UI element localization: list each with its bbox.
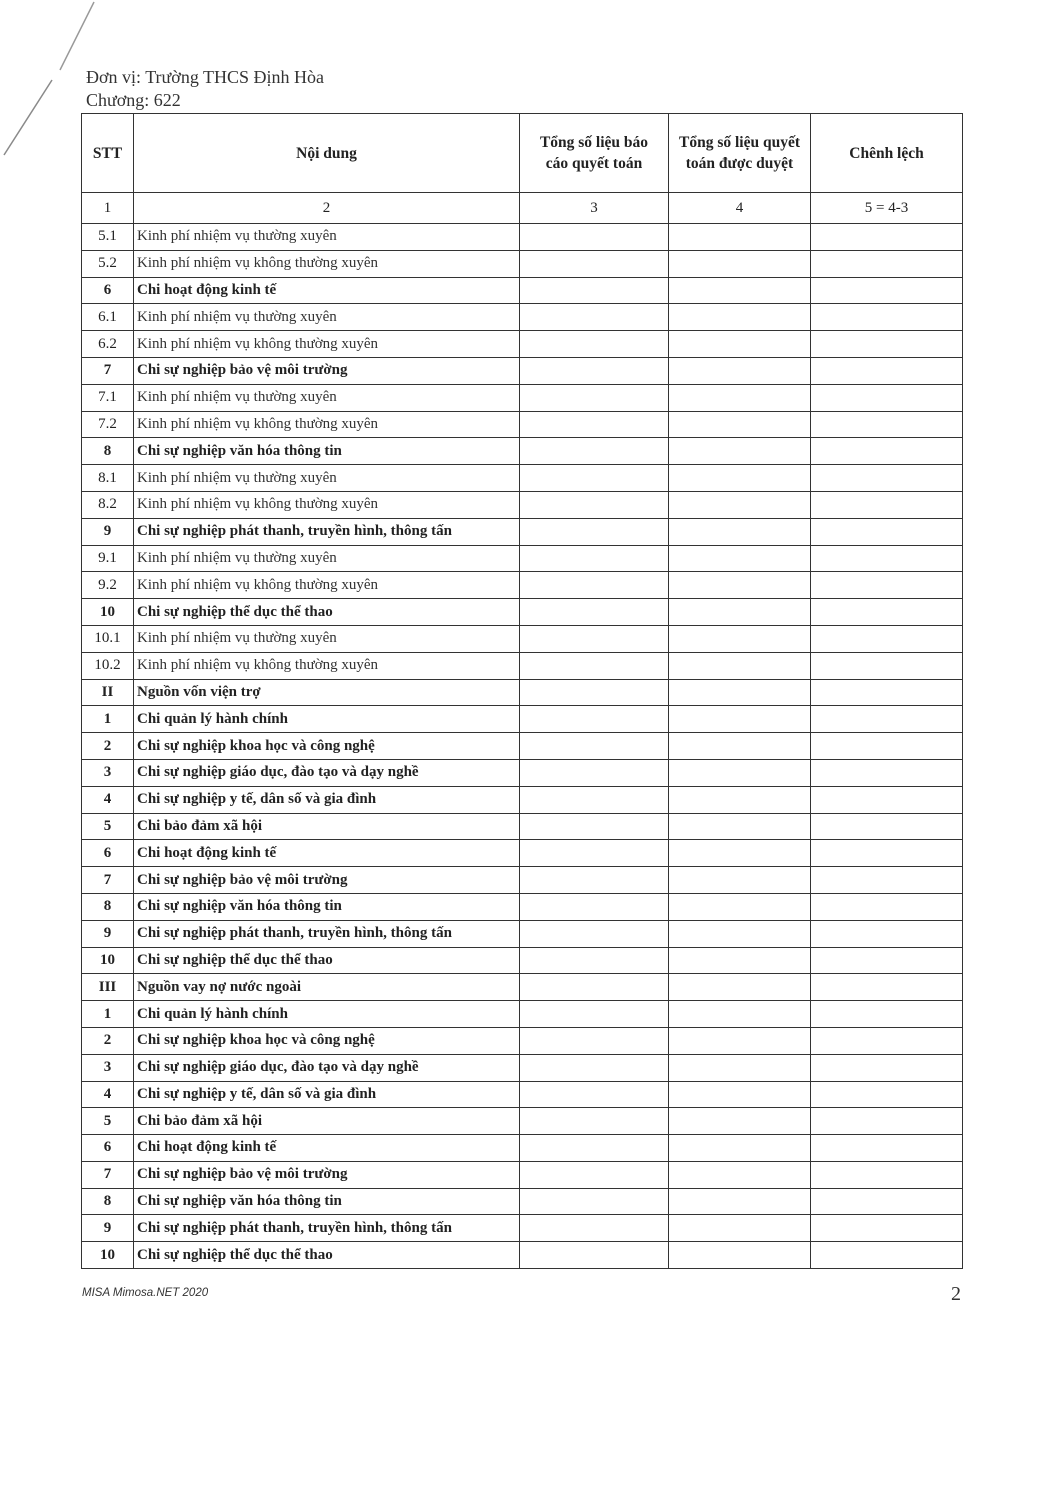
row-reported-value: [520, 1242, 669, 1269]
row-reported-value: [520, 1054, 669, 1081]
row-reported-value: [520, 518, 669, 545]
row-content: Chi sự nghiệp văn hóa thông tin: [134, 893, 520, 920]
row-reported-value: [520, 759, 669, 786]
table-row: [82, 384, 963, 411]
row-reported-value: [520, 1215, 669, 1242]
row-diff-value: [811, 491, 963, 518]
row-reported-value: [520, 599, 669, 626]
chapter-code: Chương: 622: [86, 90, 181, 110]
row-approved-value: [669, 625, 811, 652]
row-reported-value: [520, 974, 669, 1001]
row-approved-value: [669, 840, 811, 867]
row-approved-value: [669, 652, 811, 679]
row-content: Chi hoạt động kinh tế: [134, 1135, 520, 1162]
table-row: [82, 465, 963, 492]
row-approved-value: [669, 1027, 811, 1054]
row-approved-value: [669, 491, 811, 518]
table-row: [82, 625, 963, 652]
row-approved-value: [669, 1108, 811, 1135]
row-content: Chi sự nghiệp thể dục thể thao: [134, 947, 520, 974]
colnum-3: 3: [520, 193, 669, 224]
row-content: Chi sự nghiệp văn hóa thông tin: [134, 1188, 520, 1215]
table-row: [82, 679, 963, 706]
row-reported-value: [520, 1027, 669, 1054]
row-content: Kinh phí nhiệm vụ thường xuyên: [134, 465, 520, 492]
table-row: [82, 518, 963, 545]
row-diff-value: [811, 813, 963, 840]
row-approved-value: [669, 438, 811, 465]
row-content: Chi sự nghiệp y tế, dân số và gia đình: [134, 1081, 520, 1108]
row-diff-value: [811, 625, 963, 652]
colnum-2: 2: [134, 193, 520, 224]
row-content: Chi sự nghiệp khoa học và công nghệ: [134, 1027, 520, 1054]
row-stt: 9: [82, 920, 134, 947]
row-content: Kinh phí nhiệm vụ thường xuyên: [134, 224, 520, 251]
row-approved-value: [669, 947, 811, 974]
row-diff-value: [811, 518, 963, 545]
row-reported-value: [520, 438, 669, 465]
row-approved-value: [669, 1081, 811, 1108]
row-approved-value: [669, 545, 811, 572]
table-row: [82, 759, 963, 786]
row-reported-value: [520, 572, 669, 599]
table-row: [82, 1161, 963, 1188]
row-approved-value: [669, 465, 811, 492]
row-stt: 9: [82, 1215, 134, 1242]
row-diff-value: [811, 572, 963, 599]
row-content: Kinh phí nhiệm vụ không thường xuyên: [134, 491, 520, 518]
row-reported-value: [520, 947, 669, 974]
row-reported-value: [520, 625, 669, 652]
row-stt: 8.2: [82, 491, 134, 518]
row-diff-value: [811, 706, 963, 733]
table-row: [82, 840, 963, 867]
row-approved-value: [669, 1215, 811, 1242]
row-content: Kinh phí nhiệm vụ không thường xuyên: [134, 411, 520, 438]
row-content: Chi sự nghiệp giáo dục, đào tạo và dạy nghề: [134, 1054, 520, 1081]
row-content: Kinh phí nhiệm vụ không thường xuyên: [134, 331, 520, 358]
row-diff-value: [811, 545, 963, 572]
row-reported-value: [520, 1001, 669, 1028]
table-row: [82, 411, 963, 438]
row-diff-value: [811, 867, 963, 894]
row-stt: 7: [82, 867, 134, 894]
row-reported-value: [520, 733, 669, 760]
row-reported-value: [520, 813, 669, 840]
row-reported-value: [520, 545, 669, 572]
row-stt: 1: [82, 1001, 134, 1028]
row-content: Kinh phí nhiệm vụ thường xuyên: [134, 304, 520, 331]
row-content: Chi hoạt động kinh tế: [134, 277, 520, 304]
row-stt: 1: [82, 706, 134, 733]
row-reported-value: [520, 867, 669, 894]
row-stt: 5.2: [82, 250, 134, 277]
row-reported-value: [520, 1081, 669, 1108]
row-diff-value: [811, 1161, 963, 1188]
row-stt: 8: [82, 893, 134, 920]
unit-name: Đơn vị: Trường THCS Định Hòa: [86, 67, 324, 87]
colnum-4: 4: [669, 193, 811, 224]
row-content: Kinh phí nhiệm vụ thường xuyên: [134, 625, 520, 652]
table-row: [82, 1081, 963, 1108]
header-reported: Tổng số liệu báo cáo quyết toán: [520, 114, 669, 193]
row-diff-value: [811, 893, 963, 920]
row-content: Chi sự nghiệp phát thanh, truyền hình, thông tấn: [134, 920, 520, 947]
table-row: [82, 920, 963, 947]
row-content: Kinh phí nhiệm vụ thường xuyên: [134, 545, 520, 572]
row-diff-value: [811, 331, 963, 358]
header-stt: STT: [82, 114, 134, 193]
row-reported-value: [520, 465, 669, 492]
row-stt: 3: [82, 1054, 134, 1081]
table-row: [82, 652, 963, 679]
row-diff-value: [811, 224, 963, 251]
row-diff-value: [811, 652, 963, 679]
row-diff-value: [811, 465, 963, 492]
row-diff-value: [811, 759, 963, 786]
row-stt: 9: [82, 518, 134, 545]
row-approved-value: [669, 1135, 811, 1162]
row-approved-value: [669, 813, 811, 840]
row-content: Kinh phí nhiệm vụ thường xuyên: [134, 384, 520, 411]
row-approved-value: [669, 867, 811, 894]
row-stt: 7: [82, 1161, 134, 1188]
row-stt: 8: [82, 438, 134, 465]
row-stt: 9.2: [82, 572, 134, 599]
row-reported-value: [520, 840, 669, 867]
table-row: [82, 1242, 963, 1269]
colnum-1: 1: [82, 193, 134, 224]
row-reported-value: [520, 250, 669, 277]
row-content: Chi sự nghiệp bảo vệ môi trường: [134, 1161, 520, 1188]
table-row: [82, 1188, 963, 1215]
row-reported-value: [520, 277, 669, 304]
row-reported-value: [520, 893, 669, 920]
row-content: Nguồn vay nợ nước ngoài: [134, 974, 520, 1001]
row-diff-value: [811, 733, 963, 760]
table-row: [82, 1215, 963, 1242]
row-diff-value: [811, 1242, 963, 1269]
row-stt: 10.1: [82, 625, 134, 652]
row-approved-value: [669, 706, 811, 733]
table-row: [82, 599, 963, 626]
row-approved-value: [669, 974, 811, 1001]
row-reported-value: [520, 304, 669, 331]
row-reported-value: [520, 786, 669, 813]
row-approved-value: [669, 357, 811, 384]
row-stt: 5: [82, 813, 134, 840]
settlement-table: [81, 113, 963, 1269]
row-stt: III: [82, 974, 134, 1001]
table-row: [82, 813, 963, 840]
row-approved-value: [669, 331, 811, 358]
row-content: Kinh phí nhiệm vụ không thường xuyên: [134, 652, 520, 679]
row-stt: 6.2: [82, 331, 134, 358]
row-stt: 8.1: [82, 465, 134, 492]
row-diff-value: [811, 1188, 963, 1215]
row-reported-value: [520, 357, 669, 384]
row-reported-value: [520, 1161, 669, 1188]
row-approved-value: [669, 893, 811, 920]
row-content: Kinh phí nhiệm vụ không thường xuyên: [134, 572, 520, 599]
row-stt: 3: [82, 759, 134, 786]
table-row: [82, 304, 963, 331]
table-row: [82, 1135, 963, 1162]
table-row: [82, 572, 963, 599]
row-content: Chi sự nghiệp phát thanh, truyền hình, thông tấn: [134, 518, 520, 545]
table-body: [82, 224, 963, 1269]
table-row: [82, 277, 963, 304]
table-row: [82, 357, 963, 384]
row-reported-value: [520, 1135, 669, 1162]
row-content: Chi sự nghiệp giáo dục, đào tạo và dạy nghề: [134, 759, 520, 786]
row-diff-value: [811, 304, 963, 331]
row-diff-value: [811, 411, 963, 438]
row-stt: II: [82, 679, 134, 706]
row-approved-value: [669, 679, 811, 706]
row-stt: 7.1: [82, 384, 134, 411]
row-reported-value: [520, 1188, 669, 1215]
row-diff-value: [811, 438, 963, 465]
row-approved-value: [669, 920, 811, 947]
row-approved-value: [669, 277, 811, 304]
row-diff-value: [811, 1215, 963, 1242]
row-stt: 6.1: [82, 304, 134, 331]
row-stt: 2: [82, 1027, 134, 1054]
row-diff-value: [811, 1081, 963, 1108]
row-content: Chi sự nghiệp khoa học và công nghệ: [134, 733, 520, 760]
row-approved-value: [669, 599, 811, 626]
row-reported-value: [520, 1108, 669, 1135]
header-approved: Tổng số liệu quyết toán được duyệt: [669, 114, 811, 193]
row-approved-value: [669, 1161, 811, 1188]
row-diff-value: [811, 1001, 963, 1028]
row-content: Kinh phí nhiệm vụ không thường xuyên: [134, 250, 520, 277]
table-row: [82, 438, 963, 465]
row-content: Chi quản lý hành chính: [134, 1001, 520, 1028]
row-stt: 10: [82, 947, 134, 974]
table-row: [82, 1001, 963, 1028]
row-reported-value: [520, 652, 669, 679]
row-stt: 6: [82, 1135, 134, 1162]
row-approved-value: [669, 224, 811, 251]
row-reported-value: [520, 491, 669, 518]
row-reported-value: [520, 706, 669, 733]
row-content: Chi sự nghiệp bảo vệ môi trường: [134, 867, 520, 894]
row-content: Chi bảo đảm xã hội: [134, 1108, 520, 1135]
row-stt: 6: [82, 840, 134, 867]
row-reported-value: [520, 224, 669, 251]
page-number: 2: [951, 1283, 961, 1305]
row-content: Chi sự nghiệp bảo vệ môi trường: [134, 357, 520, 384]
row-content: Nguồn vốn viện trợ: [134, 679, 520, 706]
colnum-5: 5 = 4-3: [811, 193, 963, 224]
row-reported-value: [520, 331, 669, 358]
table-row: [82, 947, 963, 974]
row-stt: 4: [82, 1081, 134, 1108]
row-stt: 2: [82, 733, 134, 760]
column-number-row: [82, 193, 963, 224]
row-approved-value: [669, 1054, 811, 1081]
row-approved-value: [669, 733, 811, 760]
row-diff-value: [811, 1054, 963, 1081]
row-stt: 4: [82, 786, 134, 813]
row-content: Chi hoạt động kinh tế: [134, 840, 520, 867]
header-diff: Chênh lệch: [811, 114, 963, 193]
row-content: Chi sự nghiệp thể dục thể thao: [134, 1242, 520, 1269]
row-approved-value: [669, 304, 811, 331]
row-diff-value: [811, 277, 963, 304]
row-diff-value: [811, 1108, 963, 1135]
row-reported-value: [520, 920, 669, 947]
row-diff-value: [811, 384, 963, 411]
row-approved-value: [669, 572, 811, 599]
row-stt: 10: [82, 1242, 134, 1269]
row-diff-value: [811, 974, 963, 1001]
row-diff-value: [811, 920, 963, 947]
row-content: Chi sự nghiệp thể dục thể thao: [134, 599, 520, 626]
row-diff-value: [811, 840, 963, 867]
row-stt: 10.2: [82, 652, 134, 679]
row-approved-value: [669, 1188, 811, 1215]
table-row: [82, 491, 963, 518]
row-diff-value: [811, 599, 963, 626]
row-stt: 9.1: [82, 545, 134, 572]
row-approved-value: [669, 786, 811, 813]
row-diff-value: [811, 679, 963, 706]
table-row: [82, 1108, 963, 1135]
row-stt: 5: [82, 1108, 134, 1135]
table-row: [82, 867, 963, 894]
row-approved-value: [669, 518, 811, 545]
report-header: [86, 66, 324, 112]
row-approved-value: [669, 759, 811, 786]
row-approved-value: [669, 250, 811, 277]
row-content: Chi sự nghiệp phát thanh, truyền hình, thông tấn: [134, 1215, 520, 1242]
row-reported-value: [520, 411, 669, 438]
software-footer: MISA Mimosa.NET 2020: [82, 1287, 209, 1299]
table-row: [82, 224, 963, 251]
row-content: Chi quản lý hành chính: [134, 706, 520, 733]
row-diff-value: [811, 1027, 963, 1054]
row-stt: 7: [82, 357, 134, 384]
row-approved-value: [669, 411, 811, 438]
row-content: Chi sự nghiệp văn hóa thông tin: [134, 438, 520, 465]
row-reported-value: [520, 679, 669, 706]
row-reported-value: [520, 384, 669, 411]
table-row: [82, 786, 963, 813]
row-diff-value: [811, 250, 963, 277]
row-content: Chi bảo đảm xã hội: [134, 813, 520, 840]
row-approved-value: [669, 1242, 811, 1269]
row-stt: 7.2: [82, 411, 134, 438]
table-row: [82, 250, 963, 277]
row-diff-value: [811, 1135, 963, 1162]
table-header-row: [82, 114, 963, 193]
row-diff-value: [811, 786, 963, 813]
row-diff-value: [811, 357, 963, 384]
table-row: [82, 974, 963, 1001]
table-row: [82, 545, 963, 572]
row-content: Chi sự nghiệp y tế, dân số và gia đình: [134, 786, 520, 813]
row-approved-value: [669, 384, 811, 411]
row-approved-value: [669, 1001, 811, 1028]
table-row: [82, 893, 963, 920]
header-content: Nội dung: [134, 114, 520, 193]
row-stt: 10: [82, 599, 134, 626]
row-stt: 5.1: [82, 224, 134, 251]
table-row: [82, 706, 963, 733]
table-row: [82, 1027, 963, 1054]
table-row: [82, 733, 963, 760]
row-diff-value: [811, 947, 963, 974]
table-row: [82, 331, 963, 358]
row-stt: 8: [82, 1188, 134, 1215]
table-row: [82, 1054, 963, 1081]
row-stt: 6: [82, 277, 134, 304]
